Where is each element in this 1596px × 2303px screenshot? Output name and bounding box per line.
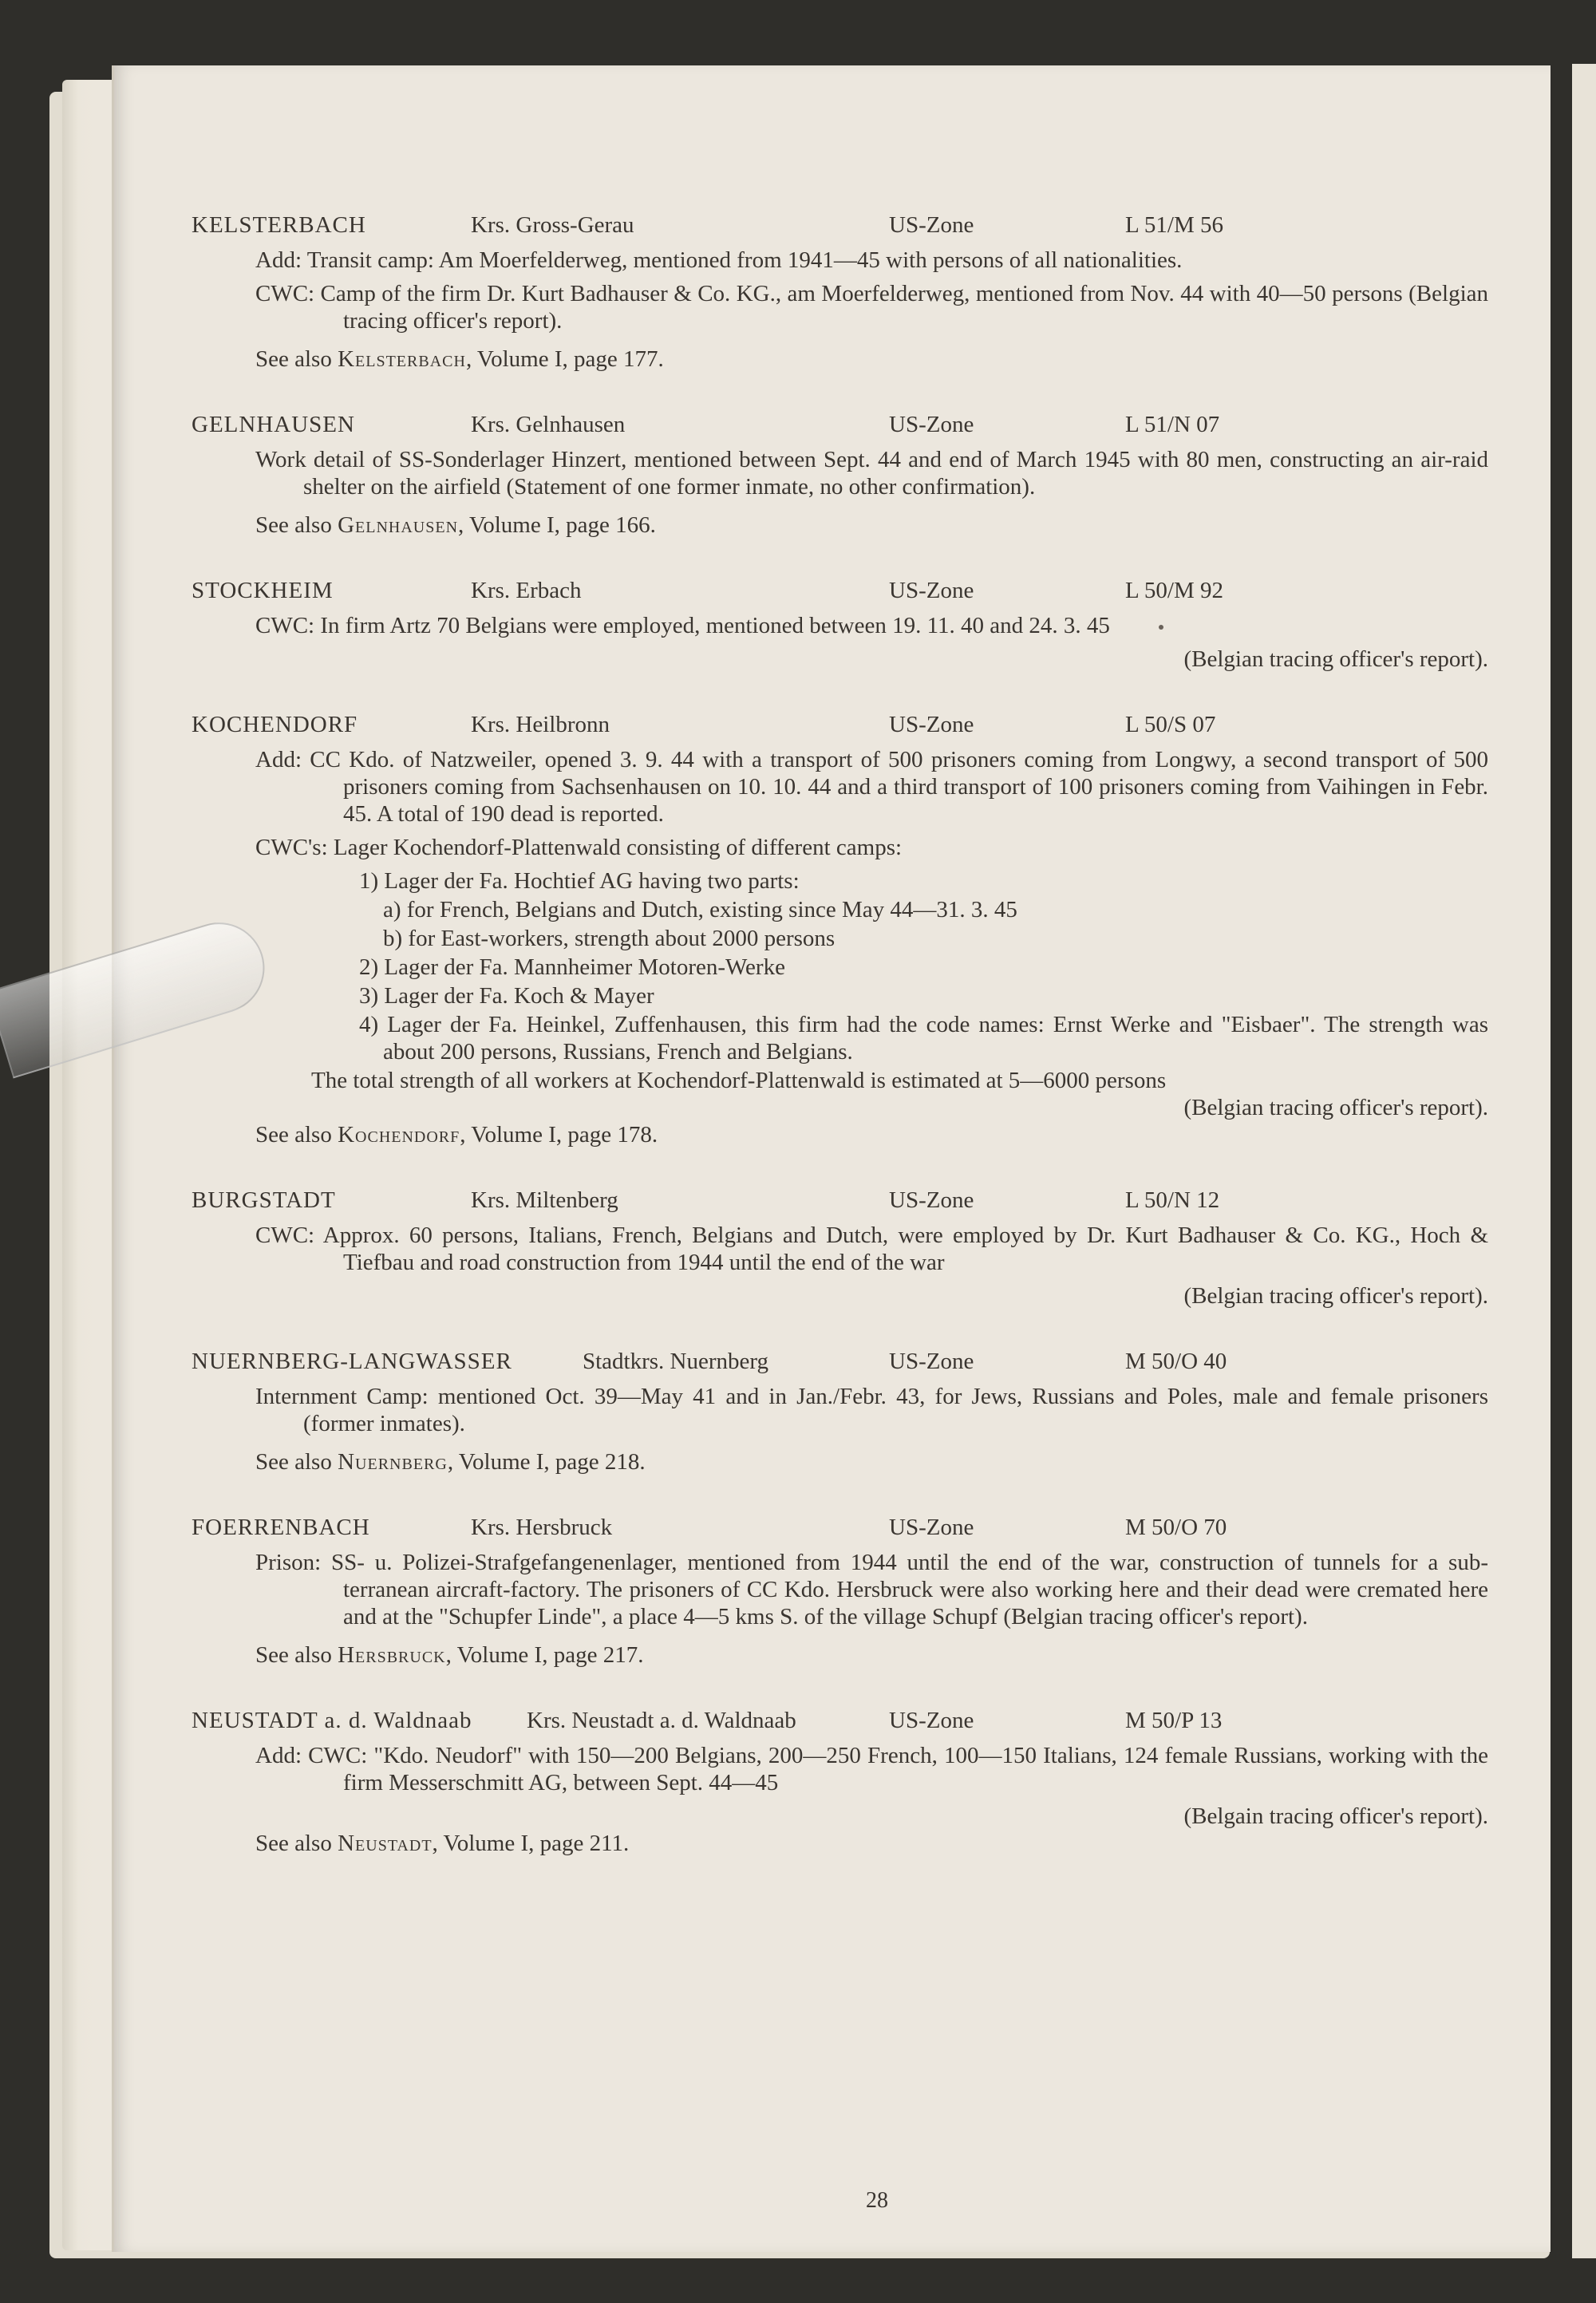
entry-stockheim [192, 577, 1488, 673]
source-note: (Belgain tracing officer's report). [1183, 1803, 1488, 1829]
map-reference: L 51/M 56 [1125, 212, 1223, 238]
see-name: Neustadt [338, 1831, 433, 1856]
zone: US-Zone [889, 212, 974, 238]
see-prefix: See also [255, 346, 332, 372]
place-name: GELNHAUSEN [192, 412, 355, 437]
see-prefix: See also [255, 1642, 332, 1668]
map-reference: L 50/S 07 [1125, 712, 1216, 737]
list-item: 2) Lager der Fa. Mannheimer Motoren-Werke [359, 954, 785, 980]
district: Krs. Erbach [471, 578, 582, 603]
list-item: 3) Lager der Fa. Koch & Mayer [359, 983, 654, 1009]
list-item: 4) Lager der Fa. Heinkel, Zuffenhausen, this firm had the code names: Ernst Werke and "Eisbaer". The strength was about 200 persons, Russians, French and Belgians. [359, 1012, 1488, 1065]
place-name: FOERRENBACH [192, 1515, 370, 1540]
entry-burgstadt [192, 1187, 1488, 1310]
entry-kochendorf [192, 711, 1488, 1148]
map-reference: L 50/M 92 [1125, 578, 1223, 603]
entry-paragraph: Add: Transit camp: Am Moerfelderweg, mentioned from 1941—45 with persons of all nationalities. [255, 247, 1183, 273]
district: Stadtkrs. Nuernberg [583, 1349, 769, 1374]
total-strength: The total strength of all workers at Kochendorf-Plattenwald is estimated at 5—6000 persons [311, 1068, 1167, 1093]
see-name: Gelnhausen [338, 512, 459, 538]
source-note: (Belgian tracing officer's report). [1183, 1283, 1488, 1309]
entry-paragraph: CWC: In firm Artz 70 Belgians were employed, mentioned between 19. 11. 40 and 24. 3. 45 [255, 613, 1110, 638]
entry-paragraph: CWC: Camp of the firm Dr. Kurt Badhauser & Co. KG., am Moerfelderweg, mentioned from Nov. 44 with 40—50 persons (Belgian tracing officer's report). [255, 281, 1488, 334]
entry-header [192, 411, 1488, 443]
see-name: Kelsterbach [338, 346, 466, 372]
source-note: (Belgian tracing officer's report). [1183, 646, 1488, 672]
zone: US-Zone [889, 712, 974, 737]
entry-header [192, 711, 1488, 743]
district: Krs. Gross-Gerau [471, 212, 634, 238]
see-name: Hersbruck [338, 1642, 446, 1668]
see-suffix: , Volume I, page 211. [432, 1831, 630, 1856]
see-also [192, 512, 1488, 539]
list-item: a) for French, Belgians and Dutch, existing since May 44—31. 3. 45 [383, 897, 1017, 922]
place-name: NUERNBERG-LANGWASSER [192, 1349, 512, 1374]
map-reference: L 50/N 12 [1125, 1187, 1220, 1213]
place-name: NEUSTADT a. d. Waldnaab [192, 1708, 472, 1733]
see-suffix: , Volume I, page 217. [445, 1642, 644, 1668]
page-number: 28 [866, 2188, 888, 2213]
district: Krs. Hersbruck [471, 1515, 613, 1540]
see-also [192, 1641, 1488, 1669]
see-also [192, 1121, 1488, 1148]
see-suffix: , Volume I, page 218. [447, 1449, 646, 1475]
see-suffix: , Volume I, page 177. [465, 346, 664, 372]
see-prefix: See also [255, 1449, 332, 1475]
district: Krs. Heilbronn [471, 712, 610, 737]
see-also [192, 1448, 1488, 1475]
map-reference: L 51/N 07 [1125, 412, 1220, 437]
see-also [192, 346, 1488, 373]
entry-paragraph: CWC: Approx. 60 persons, Italians, French, Belgians and Dutch, were employed by Dr. Kurt Badhauser & Co. KG., Hoch & Tiefbau and road construction from 1944 until the end of the war [255, 1223, 1488, 1275]
entry-paragraph: Prison: SS- u. Polizei-Strafgefangenenlager, mentioned from 1944 until the end of the war, construction of tunnels for a sub-terranean aircraft-factory. The prisoners of CC Kdo. Hersbruck were also working here and their dead were cremated here and at the "Schupfer Linde", a place 4—5 kms S. of the village Schupf (Belgian tracing officer's report). [255, 1550, 1488, 1629]
zone: US-Zone [889, 1349, 974, 1374]
see-prefix: See also [255, 1122, 332, 1148]
see-name: Kochendorf [338, 1122, 460, 1148]
entry-header [192, 1187, 1488, 1219]
zone: US-Zone [889, 1187, 974, 1213]
entry-header [192, 1348, 1488, 1380]
list-item: 1) Lager der Fa. Hochtief AG having two parts: [359, 868, 800, 894]
see-prefix: See also [255, 512, 332, 538]
place-name: BURGSTADT [192, 1187, 336, 1213]
entry-neustadt [192, 1707, 1488, 1857]
zone: US-Zone [889, 412, 974, 437]
map-reference: M 50/O 70 [1125, 1515, 1227, 1540]
camp-list [192, 867, 1488, 1065]
entry-paragraph: Work detail of SS-Sonderlager Hinzert, mentioned between Sept. 44 and end of March 1945 with 80 men, constructing an air-raid shelter on the airfield (Statement of one former inmate, no other confirmation). [255, 447, 1488, 500]
see-prefix: See also [255, 1831, 332, 1856]
entry-paragraph: CWC's: Lager Kochendorf-Plattenwald consisting of different camps: [255, 835, 903, 860]
entry-header [192, 577, 1488, 609]
entry-kelsterbach [192, 211, 1488, 373]
see-suffix: , Volume I, page 166. [458, 512, 656, 538]
zone: US-Zone [889, 1515, 974, 1540]
see-also [192, 1830, 1488, 1857]
page-content [192, 211, 1488, 1895]
place-name: KOCHENDORF [192, 712, 358, 737]
place-name: KELSTERBACH [192, 212, 366, 238]
zone: US-Zone [889, 578, 974, 603]
entry-header [192, 211, 1488, 243]
entry-paragraph: Add: CWC: "Kdo. Neudorf" with 150—200 Belgians, 200—250 French, 100—150 Italians, 124 female Russians, working with the firm Messerschmitt AG, between Sept. 44—45 [255, 1743, 1488, 1795]
entry-foerrenbach [192, 1514, 1488, 1669]
entry-paragraph: Internment Camp: mentioned Oct. 39—May 41 and in Jan./Febr. 43, for Jews, Russians and Poles, male and female prisoners (former inmates). [255, 1384, 1488, 1436]
district: Krs. Neustadt a. d. Waldnaab [527, 1708, 796, 1733]
source-note: (Belgian tracing officer's report). [1183, 1095, 1488, 1120]
entry-nuernberg-langwasser [192, 1348, 1488, 1475]
see-name: Nuernberg [338, 1449, 448, 1475]
zone: US-Zone [889, 1708, 974, 1733]
district: Krs. Gelnhausen [471, 412, 626, 437]
district: Krs. Miltenberg [471, 1187, 618, 1213]
entry-paragraph: Add: CC Kdo. of Natzweiler, opened 3. 9. 44 with a transport of 500 prisoners coming from Longwy, a second transport of 500 prisoners coming from Sachsenhausen on 10. 10. 44 and a third transport of 100 prisoners coming from Vaihingen in Febr. 45. A total of 190 dead is reported. [255, 747, 1488, 827]
see-suffix: , Volume I, page 178. [460, 1122, 658, 1148]
list-item: b) for East-workers, strength about 2000 persons [383, 926, 836, 951]
entry-header [192, 1707, 1488, 1739]
entry-gelnhausen [192, 411, 1488, 539]
map-reference: M 50/O 40 [1125, 1349, 1227, 1374]
next-page-edge [1572, 64, 1596, 2258]
place-name: STOCKHEIM [192, 578, 334, 603]
map-reference: M 50/P 13 [1125, 1708, 1223, 1733]
entry-header [192, 1514, 1488, 1546]
